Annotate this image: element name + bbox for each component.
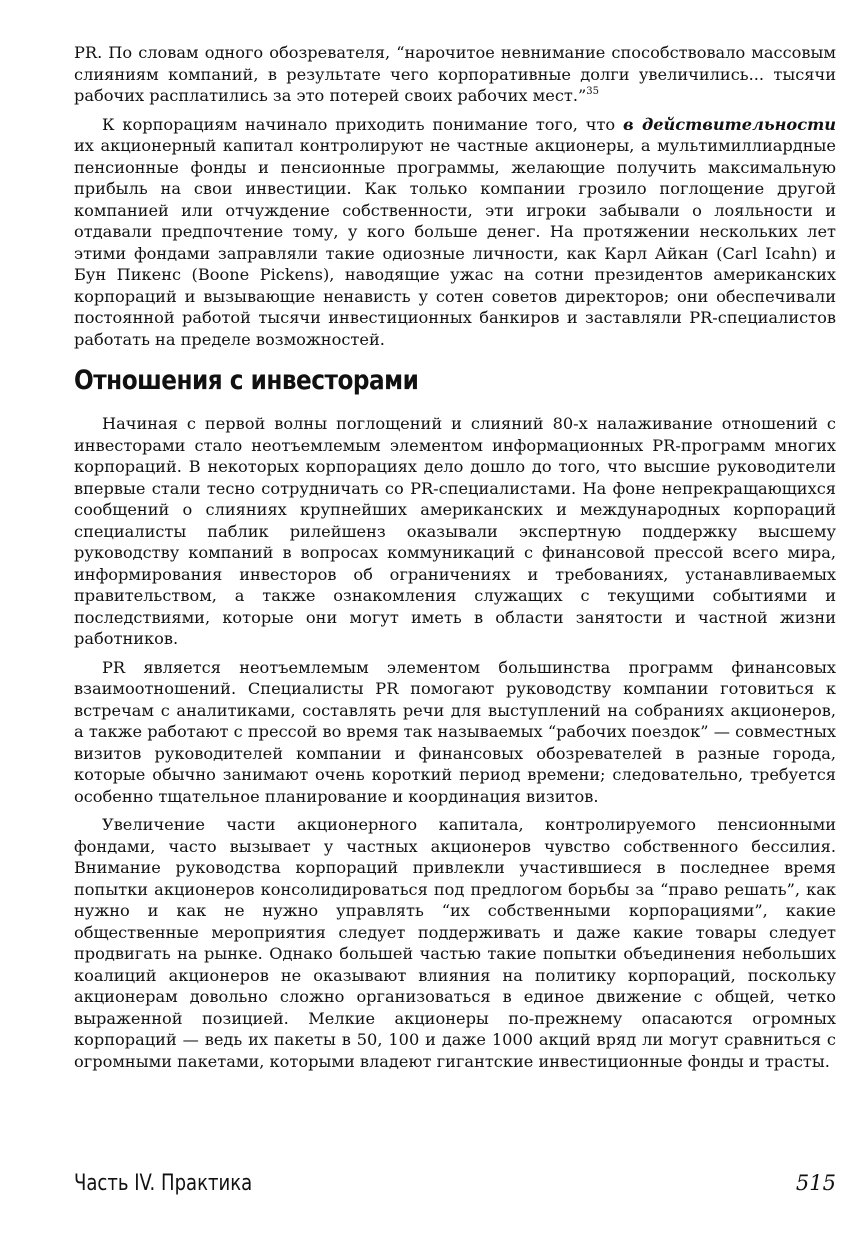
- paragraph-text: PR. По словам одного обозревателя, “нарочитое невнимание способствовало массовым слияниям компаний, в результате чего корпоративные долги увеличились... тысячи рабочих расплатились за это потерей своих рабочих мест.”: [74, 43, 836, 105]
- running-footer-part: Часть IV. Практика: [74, 1171, 253, 1196]
- paragraph-continuation: [74, 42, 836, 107]
- emphasis-text: в действительности: [623, 114, 836, 134]
- page-footer: [74, 1171, 836, 1201]
- paragraph-corporations: [74, 114, 836, 351]
- paragraph-text-after: их акционерный капитал контролируют не частные акционеры, а мультимиллиардные пенсионные фонды и пенсионные программы, желающие получить максимальную прибыль на свои инвестиции. Как только компании грозило поглощение другой компанией или отчуждение собственности, эти игроки забывали о лояльности и отдавали предпочтение тому, у кого больше денег. На протяжении нескольких лет этими фондами заправляли такие одиозные личности, как Карл Айкан (Carl Icahn) и Бун Пикенс (Boone Pickens), наводящие ужас на сотни президентов американских корпораций и вызывающие ненависть у сотен советов директоров; они обеспечивали постоянной работой тысячи инвестиционных банкиров и заставляли PR-специалистов работать на пределе возможностей.: [74, 136, 836, 349]
- footnote-marker: 35: [586, 86, 600, 97]
- section-heading: Отношения с инвесторами: [74, 365, 419, 396]
- paragraph-text-before: К корпорациям начинало приходить понимание того, что: [102, 114, 623, 134]
- page-number: 515: [795, 1171, 836, 1195]
- paragraph-section-2: PR является неотъемлемым элементом большинства программ финансовых взаимоотношений. Специалисты PR помогают руководству компании готовиться к встречам с аналитиками, составлять речи для выступлений на собраниях акционеров, а также работают с прессой во время так называемых “рабочих поездок” — совместных визитов руководителей компании и финансовых обозревателей в разные города, которые обычно занимают очень короткий период времени; следовательно, требуется особенно тщательное планирование и координация визитов.: [74, 657, 836, 806]
- paragraph-section-1: Начиная с первой волны поглощений и слияний 80-х налаживание отношений с инвесторами стало неотъемлемым элементом информационных PR-программ многих корпораций. В некоторых корпорациях дело дошло до того, что высшие руководители впервые стали тесно сотрудничать со PR-специалистами. На фоне непрекращающихся сообщений о слияниях крупнейших американских и международных корпораций специалисты паблик рилейшенз оказывали экспертную поддержку высшему руководству компаний в вопросах коммуникаций с финансовой прессой всего мира, информирования инвесторов об ограничениях и требованиях, устанавливаемых правительством, а также ознакомления служащих с текущими событиями и последствиями, которые они могут иметь в области занятости и частной жизни работников.: [74, 414, 836, 648]
- paragraph-section-3: Увеличение части акционерного капитала, контролируемого пенсионными фондами, часто вызывает у частных акционеров чувство собственного бессилия. Внимание руководства корпораций привлекли участившиеся в последнее время попытки акционеров консолидироваться под предлогом борьбы за “право решать”, как нужно и как не нужно управлять “их собственными корпорациями”, какие общественные мероприятия следует поддерживать и даже какие товары следует продвигать на рынке. Однако большей частью такие попытки объединения небольших коалиций акционеров не оказывают влияния на политику корпораций, поскольку акционерам довольно сложно организоваться в единое движение с общей, четко выраженной позицией. Мелкие акционеры по-прежнему опасаются огромных корпораций — ведь их пакеты в 50, 100 и даже 1000 акций вряд ли могут сравниться с огромными пакетами, которыми владеют гигантские инвестиционные фонды и трасты.: [74, 815, 836, 1071]
- page-body: [74, 42, 836, 1072]
